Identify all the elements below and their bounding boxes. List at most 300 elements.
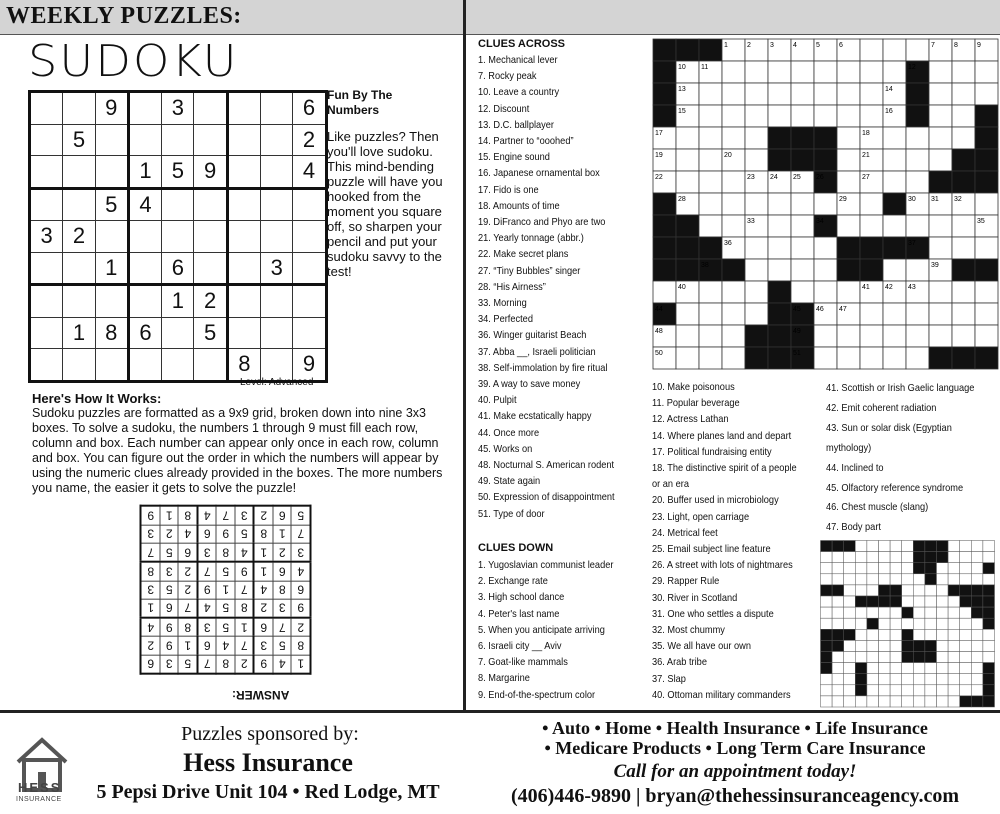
crossword-cell [768, 215, 791, 237]
crossword-cell [860, 105, 883, 127]
crossword-answer-cell [948, 674, 960, 685]
crossword-cell [791, 83, 814, 105]
clue-item: 42. Emit coherent radiation [826, 401, 937, 414]
crossword-answer-cell [844, 563, 856, 574]
crossword-cell [952, 303, 975, 325]
crossword-cell [837, 215, 860, 237]
crossword-answer-cell [960, 552, 972, 563]
crossword-cell [814, 83, 837, 105]
grid-cell: 7 [235, 637, 254, 655]
crossword-cell [676, 215, 699, 237]
crossword-cell [722, 193, 745, 215]
grid-cell [30, 188, 63, 221]
grid-cell: 2 [63, 221, 95, 253]
crossword-answer-cell [902, 552, 914, 563]
crossword-cell [699, 281, 722, 303]
grid-cell: 7 [179, 599, 198, 618]
crossword-answer-cell [925, 652, 937, 663]
crossword-answer-cell [971, 685, 983, 696]
crossword-cell [745, 105, 768, 127]
grid-cell: 6 [198, 525, 217, 543]
crossword-number: 42 [885, 284, 893, 291]
grid-cell: 8 [179, 618, 198, 637]
crossword-cell [975, 303, 998, 325]
crossword-answer-cell [902, 541, 914, 552]
crossword-cell [837, 259, 860, 281]
crossword-number: 3 [770, 42, 774, 49]
crossword-answer-cell [844, 552, 856, 563]
crossword-cell [906, 39, 929, 61]
crossword-cell [745, 281, 768, 303]
crossword-cell [722, 325, 745, 347]
crossword-cell [975, 237, 998, 259]
clue-item: 44. Once more [478, 426, 540, 439]
crossword-cell [860, 193, 883, 215]
grid-cell [95, 285, 128, 318]
grid-cell [227, 221, 260, 253]
crossword-answer-cell [983, 618, 995, 629]
crossword-cell [975, 281, 998, 303]
crossword-answer-cell [948, 541, 960, 552]
crossword-cell [768, 259, 791, 281]
crossword-svg [652, 38, 1000, 371]
grid-cell: 8 [227, 349, 260, 382]
page-title: WEEKLY PUZZLES: [6, 3, 242, 29]
crossword-answer-cell [960, 596, 972, 607]
crossword-number: 18 [862, 130, 870, 137]
crossword-number: 40 [678, 284, 686, 291]
crossword-number: 29 [839, 196, 847, 203]
crossword-answer-cell [821, 607, 833, 618]
crossword-answer-cell [937, 596, 949, 607]
clue-item: 40. Ottoman military commanders [652, 688, 791, 701]
clue-item: 19. DiFranco and Phyo are two [478, 216, 606, 229]
clue-item: 36. Winger guitarist Beach [478, 329, 587, 342]
crossword-number: 21 [862, 152, 870, 159]
crossword-answer-cell [855, 596, 867, 607]
crossword-cell [929, 171, 952, 193]
grid-cell: 2 [293, 124, 326, 156]
grid-cell [128, 221, 161, 253]
crossword-cell [676, 39, 699, 61]
crossword-answer-cell [913, 674, 925, 685]
grid-cell: 7 [235, 581, 254, 599]
clue-item: 18. Amounts of time [478, 199, 560, 212]
grid-cell [30, 252, 63, 285]
crossword-answer-cell [855, 652, 867, 663]
crossword-answer-cell [867, 585, 879, 596]
crossword-cell [768, 83, 791, 105]
crossword-cell [768, 105, 791, 127]
crossword-cell [814, 347, 837, 369]
crossword-answer-cell [983, 640, 995, 651]
crossword-answer-cell [902, 696, 914, 707]
crossword-number: 50 [655, 350, 663, 357]
crossword-number: 14 [885, 86, 893, 93]
crossword-answer-cell [867, 663, 879, 674]
crossword-cell [745, 83, 768, 105]
crossword-cell [860, 237, 883, 259]
crossword-cell [768, 61, 791, 83]
crossword-cell [653, 259, 676, 281]
grid-cell [194, 252, 227, 285]
crossword-answer-cell [925, 629, 937, 640]
grid-cell: 3 [162, 92, 194, 125]
grid-cell: 8 [95, 317, 128, 349]
grid-cell: 5 [95, 188, 128, 221]
crossword-answer-cell [890, 574, 902, 585]
crossword-number: 10 [678, 64, 686, 71]
crossword-cell [837, 149, 860, 171]
crossword-answer-cell [855, 585, 867, 596]
clue-item: 9. End-of-the-spectrum color [478, 688, 596, 701]
clue-item: 49. State again [478, 475, 541, 488]
crossword-cell [699, 215, 722, 237]
clue-item: 32. Most chummy [652, 624, 725, 637]
crossword-cell [676, 325, 699, 347]
crossword-cell [699, 149, 722, 171]
crossword-answer-cell [960, 541, 972, 552]
crossword-number: 6 [839, 42, 843, 49]
grid-cell: 6 [273, 562, 292, 581]
crossword-answer-cell [925, 685, 937, 696]
clue-item: 23. Light, open carriage [652, 510, 750, 523]
grid-cell: 8 [235, 599, 254, 618]
sudoku-answer-grid [140, 505, 312, 675]
clues-across-list [478, 52, 633, 522]
crossword-answer-cell [855, 696, 867, 707]
clue-item: 36. Arab tribe [652, 656, 707, 669]
crossword-cell [837, 127, 860, 149]
crossword-answer-cell [890, 663, 902, 674]
crossword-cell [722, 259, 745, 281]
crossword-cell [676, 259, 699, 281]
crossword-answer-cell [879, 640, 891, 651]
crossword-cell [906, 83, 929, 105]
crossword-number: 12 [908, 64, 916, 71]
clue-item: 27. “Tiny Bubbles” singer [478, 264, 581, 277]
grid-cell: 9 [254, 655, 273, 674]
crossword-answer-cell [890, 696, 902, 707]
clue-item: 1. Mechanical lever [478, 54, 558, 66]
sudoku-level: Level: Advanced [240, 377, 314, 388]
grid-cell: 4 [235, 543, 254, 562]
grid-cell: 8 [273, 581, 292, 599]
grid-cell [293, 285, 326, 318]
grid-cell: 6 [128, 317, 161, 349]
clue-item: 10. Leave a country [478, 86, 560, 99]
crossword-cell [814, 149, 837, 171]
crossword-cell [952, 281, 975, 303]
crossword-cell [906, 303, 929, 325]
crossword-answer-cell [879, 552, 891, 563]
crossword-cell [929, 149, 952, 171]
crossword-answer-cell [879, 685, 891, 696]
crossword-answer-cell [832, 596, 844, 607]
crossword-answer-cell [983, 674, 995, 685]
crossword-answer-cell [971, 541, 983, 552]
crossword-cell [952, 347, 975, 369]
crossword-number: 4 [793, 42, 797, 49]
crossword-cell [745, 127, 768, 149]
services-line-2: • Medicare Products • Long Term Care Insurance [544, 738, 926, 758]
crossword-cell [975, 347, 998, 369]
crossword-cell [860, 325, 883, 347]
crossword-answer-cell [844, 596, 856, 607]
grid-cell [30, 124, 63, 156]
grid-cell [194, 221, 227, 253]
grid-cell [194, 349, 227, 382]
crossword-cell [906, 325, 929, 347]
crossword-answer-cell [821, 585, 833, 596]
crossword-cell [883, 39, 906, 61]
clue-item: 34. Perfected [478, 313, 533, 326]
crossword-cell [975, 105, 998, 127]
crossword-cell [929, 61, 952, 83]
clue-item: 14. Partner to “ooohed” [478, 135, 574, 148]
crossword-answer-cell [960, 585, 972, 596]
crossword-answer-cell [832, 640, 844, 651]
grid-cell [227, 124, 260, 156]
grid-cell: 9 [95, 92, 128, 125]
crossword-cell [814, 61, 837, 83]
services-line-1: • Auto • Home • Health Insurance • Life Insurance [542, 718, 928, 738]
grid-cell: 4 [128, 188, 161, 221]
clue-item: 26. A street with lots of nightmares [652, 559, 793, 572]
crossword-number: 11 [701, 64, 709, 71]
crossword-cell [814, 193, 837, 215]
crossword-answer-cell [844, 574, 856, 585]
crossword-answer-cell [855, 574, 867, 585]
crossword-cell [814, 237, 837, 259]
crossword-answer-cell [937, 563, 949, 574]
crossword-answer-cell [867, 596, 879, 607]
grid-cell [128, 92, 161, 125]
crossword-cell [883, 61, 906, 83]
grid-cell: 2 [254, 599, 273, 618]
crossword-cell [860, 259, 883, 281]
crossword-cell [653, 281, 676, 303]
crossword-answer-cell [913, 574, 925, 585]
grid-cell: 3 [141, 525, 160, 543]
grid-cell: 8 [141, 562, 160, 581]
clue-item: 41. Make ecstatically happy [478, 410, 592, 423]
crossword-cell [722, 347, 745, 369]
crossword-answer-cell [948, 618, 960, 629]
crossword-answer-cell [983, 652, 995, 663]
crossword-answer-cell [960, 652, 972, 663]
clue-item: 20. Buffer used in microbiology [652, 494, 779, 507]
crossword-cell [837, 325, 860, 347]
grid-cell [261, 124, 293, 156]
clue-item: 51. Type of door [478, 507, 545, 520]
crossword-cell [745, 61, 768, 83]
crossword-cell [952, 171, 975, 193]
crossword-cell [653, 83, 676, 105]
crossword-cell [906, 105, 929, 127]
crossword-cell [699, 325, 722, 347]
grid-cell [95, 221, 128, 253]
crossword-cell [975, 325, 998, 347]
crossword-answer-cell [902, 640, 914, 651]
crossword-answer-cell [890, 674, 902, 685]
clue-item: 15. Engine sound [478, 151, 550, 164]
grid-cell: 4 [292, 562, 311, 581]
crossword-answer-cell [937, 663, 949, 674]
grid-cell: 7 [198, 562, 217, 581]
crossword-answer-cell [983, 663, 995, 674]
crossword-answer-cell [960, 563, 972, 574]
grid-cell [30, 156, 63, 189]
crossword-cell [745, 303, 768, 325]
clue-item: 37. Slap [652, 672, 686, 685]
crossword-answer-cell [925, 696, 937, 707]
crossword-answer-cell [937, 629, 949, 640]
crossword-answer-cell [855, 640, 867, 651]
clue-item: 18. The distinctive spirit of a people [652, 462, 797, 475]
clue-item: 30. River in Scotland [652, 591, 738, 604]
crossword-answer-cell [832, 685, 844, 696]
crossword-answer-cell [844, 640, 856, 651]
crossword-answer-cell [844, 663, 856, 674]
grid-cell [30, 317, 63, 349]
crossword-cell [860, 215, 883, 237]
crossword-cell [952, 127, 975, 149]
crossword-answer-cell [879, 629, 891, 640]
crossword-answer-cell [913, 607, 925, 618]
grid-cell: 8 [217, 543, 236, 562]
crossword-answer-cell [971, 652, 983, 663]
grid-cell: 1 [217, 581, 236, 599]
crossword-answer-cell [971, 674, 983, 685]
crossword-answer-cell [971, 552, 983, 563]
crossword-answer-cell [890, 607, 902, 618]
crossword-cell [699, 237, 722, 259]
crossword-answer-cell [983, 541, 995, 552]
crossword-answer-cell [890, 652, 902, 663]
clue-item: 24. Metrical feet [652, 526, 718, 539]
crossword-number: 37 [908, 240, 916, 247]
crossword-cell [929, 127, 952, 149]
crossword-cell [975, 83, 998, 105]
crossword-answer-cell [832, 541, 844, 552]
clue-item: 50. Expression of disappointment [478, 491, 615, 504]
grid-cell [261, 221, 293, 253]
column-divider [463, 0, 466, 712]
clue-item: 45. Olfactory reference syndrome [826, 481, 964, 494]
crossword-grid [652, 38, 1000, 371]
crossword-answer-cell [925, 618, 937, 629]
grid-cell: 3 [160, 655, 179, 674]
crossword-answer-cell [971, 640, 983, 651]
grid-cell: 4 [217, 637, 236, 655]
crossword-answer-cell [879, 652, 891, 663]
clue-item: 37. Abba __, Israeli politician [478, 345, 596, 358]
crossword-answer-cell [844, 629, 856, 640]
crossword-answer-cell [890, 563, 902, 574]
grid-cell [227, 317, 260, 349]
clue-item: 7. Goat-like mammals [478, 656, 568, 669]
grid-cell: 5 [160, 543, 179, 562]
crossword-answer-cell [983, 552, 995, 563]
crossword-answer-cell [948, 696, 960, 707]
crossword-answer-cell [913, 596, 925, 607]
sudoku-grid [28, 90, 328, 383]
grid-cell [63, 92, 95, 125]
crossword-cell [791, 237, 814, 259]
crossword-cell [791, 215, 814, 237]
grid-cell: 3 [292, 543, 311, 562]
clue-item: 25. Email subject line feature [652, 543, 771, 556]
crossword-cell [791, 61, 814, 83]
grid-cell: 5 [217, 562, 236, 581]
grid-cell [63, 285, 95, 318]
crossword-answer-cell [925, 585, 937, 596]
clue-item: 44. Inclined to [826, 461, 884, 474]
crossword-answer-cell [948, 607, 960, 618]
grid-cell: 8 [292, 637, 311, 655]
crossword-cell [906, 149, 929, 171]
crossword-cell [883, 259, 906, 281]
crossword-cell [768, 325, 791, 347]
crossword-answer-cell [937, 696, 949, 707]
crossword-cell [883, 193, 906, 215]
crossword-cell [929, 237, 952, 259]
grid-cell: 6 [162, 252, 194, 285]
crossword-answer-cell [948, 574, 960, 585]
crossword-answer-cell [902, 618, 914, 629]
clue-item: 17. Fido is one [478, 183, 539, 196]
crossword-cell [906, 259, 929, 281]
crossword-cell [768, 237, 791, 259]
crossword-answer-cell [937, 685, 949, 696]
grid-cell [162, 349, 194, 382]
crossword-answer [820, 540, 995, 713]
crossword-cell [883, 325, 906, 347]
crossword-answer-cell [890, 685, 902, 696]
crossword-cell [837, 281, 860, 303]
crossword-cell [676, 171, 699, 193]
crossword-answer-cell [855, 563, 867, 574]
fun-body: Like puzzles? Then you'll love sudoku. This mind-bending puzzle will have you hooked from the moment you square off, so sharpen your pencil and put your sudoku savvy to the test! [327, 129, 443, 279]
grid-cell: 5 [235, 525, 254, 543]
crossword-answer-cell [832, 629, 844, 640]
crossword-cell [699, 193, 722, 215]
crossword-answer-cell [913, 629, 925, 640]
crossword-answer-cell [925, 674, 937, 685]
crossword-answer-cell [867, 552, 879, 563]
crossword-number: 16 [885, 108, 893, 115]
grid-cell: 2 [292, 618, 311, 637]
grid-cell: 1 [273, 525, 292, 543]
crossword-cell [929, 347, 952, 369]
crossword-cell [653, 39, 676, 61]
crossword-answer-cell [913, 585, 925, 596]
grid-cell: 9 [217, 525, 236, 543]
crossword-cell [699, 347, 722, 369]
crossword-cell [768, 347, 791, 369]
crossword-answer-cell [925, 607, 937, 618]
crossword-answer-cell [844, 652, 856, 663]
crossword-answer-cell [902, 596, 914, 607]
crossword-answer-cell [948, 640, 960, 651]
crossword-cell [722, 83, 745, 105]
crossword-answer-cell [890, 629, 902, 640]
grid-cell [63, 156, 95, 189]
logo-subtitle: INSURANCE [16, 796, 62, 803]
crossword-cell [952, 83, 975, 105]
crossword-cell [791, 193, 814, 215]
